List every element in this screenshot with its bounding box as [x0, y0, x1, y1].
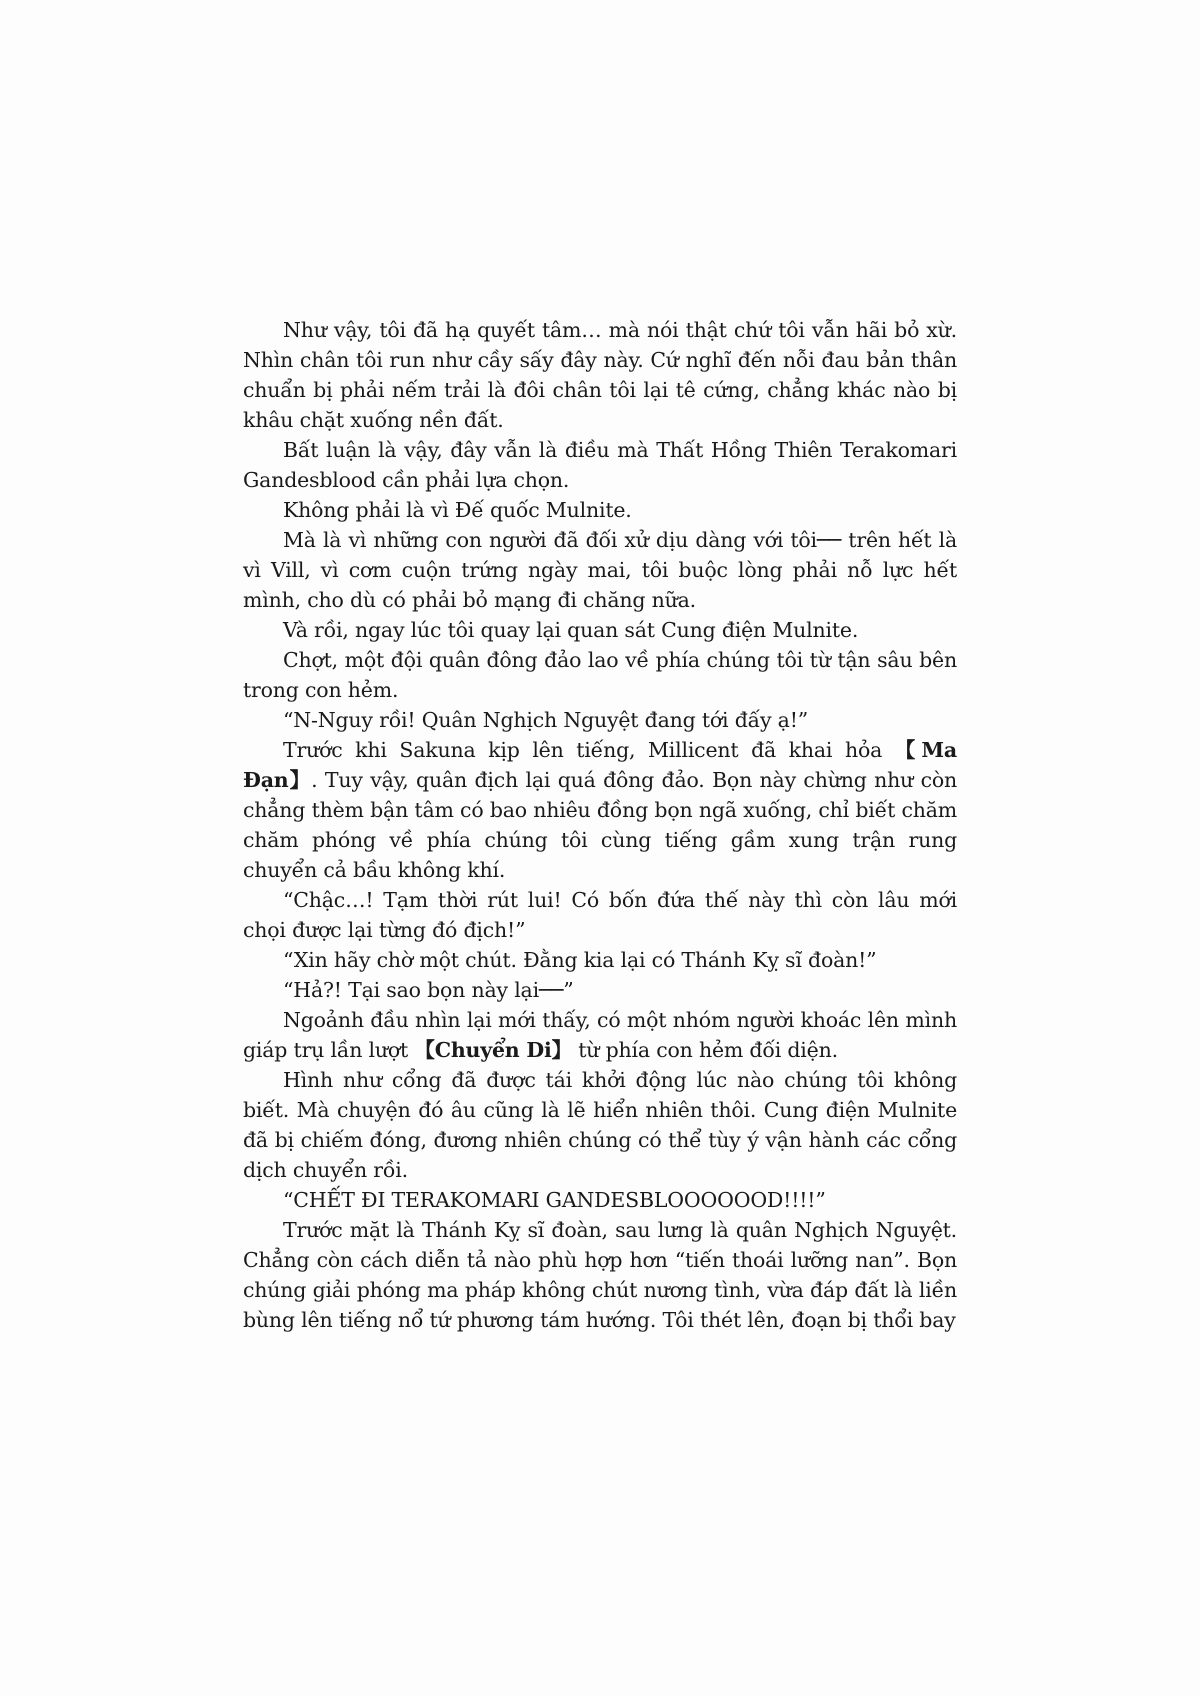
paragraph: “Xin hãy chờ một chút. Đằng kia lại có Thánh Kỵ sĩ đoàn!” [283, 948, 877, 972]
paragraph: “Chậc…! Tạm thời rút lui! Có bốn đứa thế này thì còn lâu mới chọi được lại từng đó địch!” [243, 888, 957, 942]
paragraph: “Hả?! Tại sao bọn này lại──” [283, 978, 574, 1002]
page-body-text [243, 315, 957, 1335]
paragraph [243, 1005, 957, 1065]
paragraph: Trước mặt là Thánh Kỵ sĩ đoàn, sau lưng là quân Nghịch Nguyệt. Chẳng còn cách diễn tả nào phù hợp hơn “tiến thoái lưỡng nan”. Bọn chúng giải phóng ma pháp không chút nương tình, vừa đáp đất là liền bùng lên tiếng nổ tứ phương tám hướng. Tôi thét lên, đoạn bị thổi bay [243, 1218, 957, 1332]
paragraph: Hình như cổng đã được tái khởi động lúc nào chúng tôi không biết. Mà chuyện đó âu cũng là lẽ hiển nhiên thôi. Cung điện Mulnite đã bị chiếm đóng, đương nhiên chúng có thể tùy ý vận hành các cổng dịch chuyển rồi. [243, 1068, 957, 1182]
paragraph: Mà là vì những con người đã đối xử dịu dàng với tôi── trên hết là vì Vill, vì cơm cuộn trứng ngày mai, tôi buộc lòng phải nỗ lực hết mình, cho dù có phải bỏ mạng đi chăng nữa. [243, 528, 957, 612]
paragraph-text: từ phía con hẻm đối diện. [571, 1038, 838, 1062]
paragraph: Và rồi, ngay lúc tôi quay lại quan sát Cung điện Mulnite. [283, 618, 859, 642]
paragraph-text: Trước khi Sakuna kịp lên tiếng, Millicent đã khai hỏa [283, 738, 895, 762]
paragraph: Bất luận là vậy, đây vẫn là điều mà Thất Hồng Thiên Terakomari Gandesblood cần phải lựa chọn. [243, 438, 957, 492]
paragraph: Không phải là vì Đế quốc Mulnite. [283, 498, 632, 522]
skill-term: 【Chuyển Di】 [414, 1038, 572, 1062]
paragraph: Chợt, một đội quân đông đảo lao về phía chúng tôi từ tận sâu bên trong con hẻm. [243, 648, 957, 702]
paragraph [243, 735, 957, 885]
paragraph: “N-Nguy rồi! Quân Nghịch Nguyệt đang tới đấy ạ!” [283, 708, 809, 732]
paragraph-text: . Tuy vậy, quân địch lại quá đông đảo. Bọn này chừng như còn chẳng thèm bận tâm có bao nhiêu đồng bọn ngã xuống, chỉ biết chăm chăm phóng về phía chúng tôi cùng tiếng gầm xung trận rung chuyển cả bầu không khí. [243, 768, 957, 882]
paragraph: “CHẾT ĐI TERAKOMARI GANDESBLOOOOOOD!!!!” [283, 1188, 826, 1212]
paragraph: Như vậy, tôi đã hạ quyết tâm… mà nói thật chứ tôi vẫn hãi bỏ xừ. Nhìn chân tôi run như cầy sấy đây này. Cứ nghĩ đến nỗi đau bản thân chuẩn bị phải nếm trải là đôi chân tôi lại tê cứng, chẳng khác nào bị khâu chặt xuống nền đất. [243, 318, 957, 432]
skill-term: 【Ma Đạn】 [243, 738, 957, 792]
paragraph-text: Ngoảnh đầu nhìn lại mới thấy, có một nhóm người khoác lên mình giáp trụ lần lượt [243, 1008, 957, 1062]
